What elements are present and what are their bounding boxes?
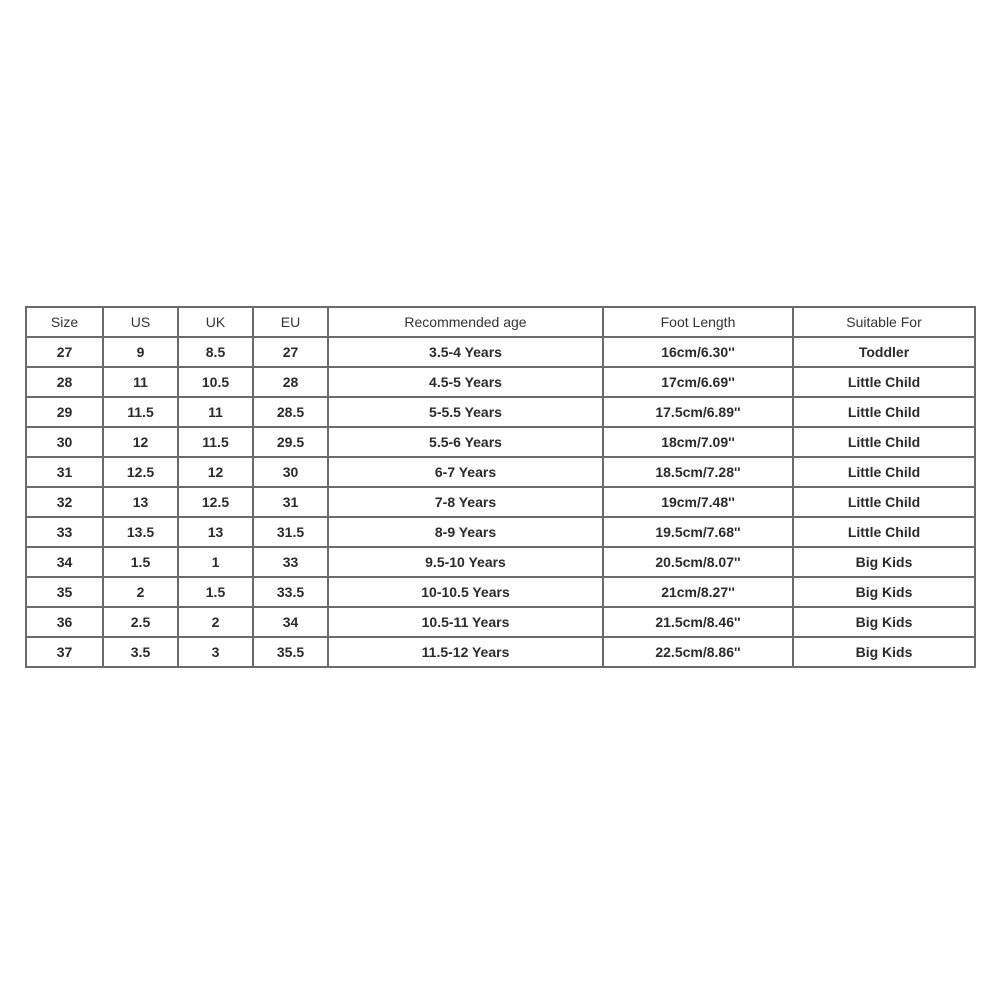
cell-eu: 28.5 xyxy=(253,397,328,427)
cell-recommended-age: 5.5-6 Years xyxy=(328,427,603,457)
cell-us: 1.5 xyxy=(103,547,178,577)
cell-uk: 11.5 xyxy=(178,427,253,457)
cell-foot-length: 22.5cm/8.86'' xyxy=(603,637,793,667)
cell-uk: 1 xyxy=(178,547,253,577)
cell-uk: 2 xyxy=(178,607,253,637)
cell-size: 35 xyxy=(26,577,103,607)
cell-eu: 31.5 xyxy=(253,517,328,547)
cell-foot-length: 19cm/7.48'' xyxy=(603,487,793,517)
cell-size: 37 xyxy=(26,637,103,667)
cell-recommended-age: 8-9 Years xyxy=(328,517,603,547)
table-row xyxy=(26,517,975,547)
cell-foot-length: 21cm/8.27'' xyxy=(603,577,793,607)
cell-suitable-for: Big Kids xyxy=(793,547,975,577)
cell-uk: 11 xyxy=(178,397,253,427)
header-row xyxy=(26,307,975,337)
cell-size: 34 xyxy=(26,547,103,577)
cell-us: 9 xyxy=(103,337,178,367)
cell-size: 29 xyxy=(26,397,103,427)
table-row xyxy=(26,457,975,487)
cell-us: 11.5 xyxy=(103,397,178,427)
table-row xyxy=(26,337,975,367)
table-row xyxy=(26,397,975,427)
cell-eu: 33 xyxy=(253,547,328,577)
header-foot-length: Foot Length xyxy=(603,307,793,337)
cell-size: 33 xyxy=(26,517,103,547)
header-eu: EU xyxy=(253,307,328,337)
cell-size: 30 xyxy=(26,427,103,457)
cell-uk: 8.5 xyxy=(178,337,253,367)
cell-us: 3.5 xyxy=(103,637,178,667)
cell-foot-length: 21.5cm/8.46'' xyxy=(603,607,793,637)
cell-us: 2.5 xyxy=(103,607,178,637)
cell-uk: 10.5 xyxy=(178,367,253,397)
cell-recommended-age: 10-10.5 Years xyxy=(328,577,603,607)
table-row xyxy=(26,607,975,637)
cell-uk: 1.5 xyxy=(178,577,253,607)
cell-suitable-for: Big Kids xyxy=(793,577,975,607)
cell-recommended-age: 5-5.5 Years xyxy=(328,397,603,427)
cell-foot-length: 20.5cm/8.07'' xyxy=(603,547,793,577)
cell-eu: 29.5 xyxy=(253,427,328,457)
cell-suitable-for: Little Child xyxy=(793,427,975,457)
cell-eu: 30 xyxy=(253,457,328,487)
table-row xyxy=(26,487,975,517)
table-row xyxy=(26,367,975,397)
cell-eu: 33.5 xyxy=(253,577,328,607)
cell-us: 12.5 xyxy=(103,457,178,487)
cell-suitable-for: Big Kids xyxy=(793,607,975,637)
cell-recommended-age: 9.5-10 Years xyxy=(328,547,603,577)
cell-suitable-for: Big Kids xyxy=(793,637,975,667)
header-uk: UK xyxy=(178,307,253,337)
cell-recommended-age: 11.5-12 Years xyxy=(328,637,603,667)
cell-size: 36 xyxy=(26,607,103,637)
cell-us: 13.5 xyxy=(103,517,178,547)
cell-uk: 12.5 xyxy=(178,487,253,517)
cell-uk: 12 xyxy=(178,457,253,487)
cell-eu: 28 xyxy=(253,367,328,397)
table-row xyxy=(26,577,975,607)
cell-size: 27 xyxy=(26,337,103,367)
cell-us: 12 xyxy=(103,427,178,457)
cell-foot-length: 18cm/7.09'' xyxy=(603,427,793,457)
cell-us: 2 xyxy=(103,577,178,607)
header-size: Size xyxy=(26,307,103,337)
table-row xyxy=(26,637,975,667)
cell-recommended-age: 7-8 Years xyxy=(328,487,603,517)
cell-foot-length: 16cm/6.30'' xyxy=(603,337,793,367)
cell-recommended-age: 3.5-4 Years xyxy=(328,337,603,367)
cell-recommended-age: 4.5-5 Years xyxy=(328,367,603,397)
cell-eu: 35.5 xyxy=(253,637,328,667)
cell-foot-length: 18.5cm/7.28'' xyxy=(603,457,793,487)
cell-suitable-for: Little Child xyxy=(793,487,975,517)
cell-size: 31 xyxy=(26,457,103,487)
cell-suitable-for: Little Child xyxy=(793,517,975,547)
cell-foot-length: 17.5cm/6.89'' xyxy=(603,397,793,427)
cell-recommended-age: 10.5-11 Years xyxy=(328,607,603,637)
cell-us: 11 xyxy=(103,367,178,397)
cell-suitable-for: Little Child xyxy=(793,457,975,487)
cell-eu: 27 xyxy=(253,337,328,367)
cell-us: 13 xyxy=(103,487,178,517)
cell-uk: 13 xyxy=(178,517,253,547)
cell-size: 28 xyxy=(26,367,103,397)
table-row xyxy=(26,547,975,577)
cell-suitable-for: Little Child xyxy=(793,397,975,427)
cell-foot-length: 19.5cm/7.68'' xyxy=(603,517,793,547)
size-chart-header xyxy=(26,307,975,337)
header-suitable-for: Suitable For xyxy=(793,307,975,337)
cell-foot-length: 17cm/6.69'' xyxy=(603,367,793,397)
size-chart-table xyxy=(25,306,976,668)
size-chart-body xyxy=(26,337,975,667)
header-recommended-age: Recommended age xyxy=(328,307,603,337)
cell-uk: 3 xyxy=(178,637,253,667)
header-us: US xyxy=(103,307,178,337)
cell-eu: 31 xyxy=(253,487,328,517)
cell-recommended-age: 6-7 Years xyxy=(328,457,603,487)
cell-size: 32 xyxy=(26,487,103,517)
cell-suitable-for: Little Child xyxy=(793,367,975,397)
cell-suitable-for: Toddler xyxy=(793,337,975,367)
table-row xyxy=(26,427,975,457)
cell-eu: 34 xyxy=(253,607,328,637)
